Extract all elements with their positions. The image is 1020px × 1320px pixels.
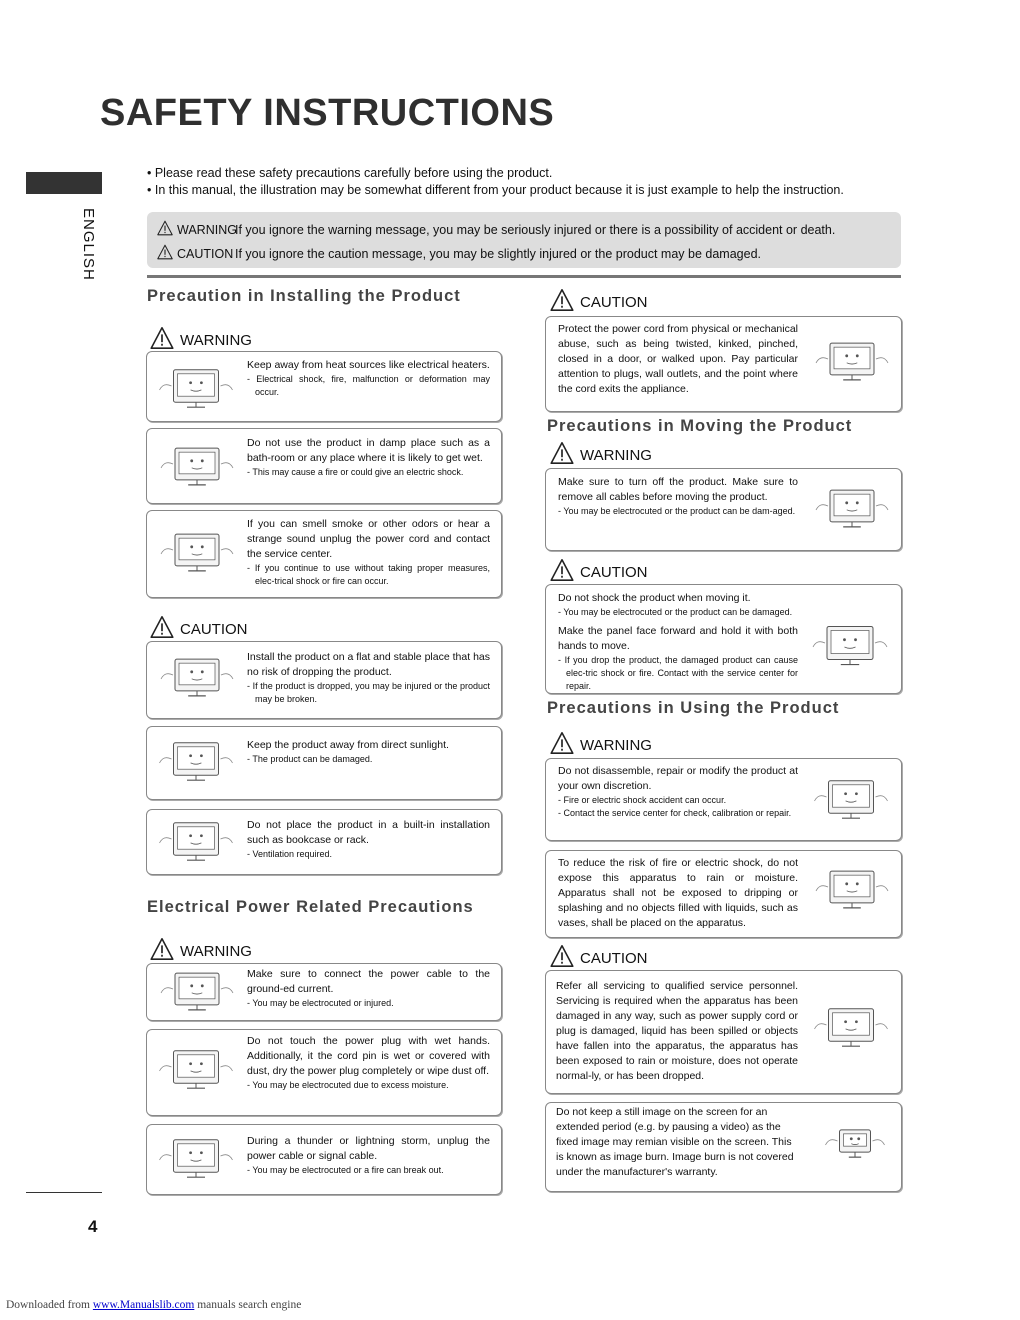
download-prefix: Downloaded from <box>6 1299 90 1311</box>
intro-line-1: • Please read these safety precautions carefully before using the product. <box>147 166 553 180</box>
notice-caution-text: If you ignore the caution message, you may be slightly injured or the product may be damaged. <box>235 246 761 261</box>
installing-warning-card-1: Keep away from heat sources like electrical heaters. - Electrical shock, fire, malfunction or deformation may occur. <box>146 351 502 422</box>
section-title-moving: Precautions in Moving the Product <box>547 417 853 435</box>
caution-triangle-icon <box>550 558 574 586</box>
notice-caution-label: CAUTION <box>177 246 234 261</box>
page-title: SAFETY INSTRUCTIONS <box>100 92 555 134</box>
warning-triangle-icon <box>550 731 574 759</box>
wet-hands-illustration <box>151 1038 241 1104</box>
language-tab-bar <box>26 172 102 194</box>
electrical-warning-card-1: Make sure to connect the power cable to the ground-ed current. - You may be electrocuted or injured. <box>146 963 502 1021</box>
section-title-electrical: Electrical Power Related Precautions <box>147 898 474 916</box>
repairman-illustration <box>806 767 896 835</box>
two-people-carry-illustration <box>804 609 896 685</box>
using-caution-card-2: Do not keep a still image on the screen for an extended period (e.g. by pausing a video) as the fixed image may remian visible on the screen. This is known as image burn. Image burn is not covered under the manufacturer's warranty. <box>545 1102 902 1192</box>
warning-triangle-icon <box>150 937 174 965</box>
installing-caution-card-3: Do not place the product in a built-in installation such as bookcase or rack. - Ventilation required. <box>146 809 502 875</box>
page-number: 4 <box>88 1217 98 1236</box>
moving-warning-card: Make sure to turn off the product. Make sure to remove all cables before moving the product. - You may be electrocuted or the product can be dam-aged. <box>545 468 902 551</box>
cables-illustration <box>808 473 896 547</box>
section-title-using: Precautions in Using the Product <box>547 699 840 717</box>
using-warning-card-2: To reduce the risk of fire or electric shock, do not expose this apparatus to rain or moisture. Apparatus shall not be exposed to dripping or splashing and no objects filled with liquids, such as vases, shall be placed on the apparatus. <box>545 850 902 938</box>
manualslib-link[interactable]: www.Manualslib.com <box>92 1299 195 1311</box>
heater-illustration <box>151 362 241 418</box>
warning-triangle-icon <box>550 441 574 469</box>
caution-triangle-icon <box>550 288 574 316</box>
installing-caution-card-2: Keep the product away from direct sunlight. - The product can be damaged. <box>146 726 502 800</box>
warning-triangle-icon <box>150 326 174 354</box>
sunlight-illustration <box>151 731 241 795</box>
installing-warning-card-3: If you can smell smoke or other odors or hear a strange sound unplug the power cord and contact the service center. - If you continue to use without taking proper measures, elec-trical shock or fire can occur. <box>146 510 502 598</box>
moving-warning-header: WARNING <box>550 441 652 469</box>
download-footer <box>6 1299 301 1311</box>
footer-rule <box>26 1192 102 1193</box>
smoke-illustration <box>153 523 241 585</box>
warning-triangle-icon <box>157 220 173 239</box>
caution-triangle-icon <box>150 615 174 643</box>
image-burn-illustration <box>824 1119 886 1171</box>
using-caution-card-1: Refer all servicing to qualified service personnel. Servicing is required when the apparatus has been damaged in any way, such as power supply cord or plug is damaged, liquid has been spilled or objects have fallen into the apparatus, the apparatus has been exposed to rain or moisture, does not operate normal-ly, or has been dropped. <box>545 970 902 1094</box>
electrical-warning-header: WARNING <box>150 937 252 965</box>
bookcase-illustration <box>151 814 241 872</box>
power-cord-caution-card: Protect the power cord from physical or mechanical abuse, such as being twisted, kinked, pinched, closed in a door, or walked upon. Pay particular attention to plugs, wall outlets, and the point where the cord exits the appliance. <box>545 316 902 412</box>
installing-warning-header: WARNING <box>150 326 252 354</box>
installing-caution-card-1: Install the product on a flat and stable place that has no risk of dropping the product. - If the product is dropped, you may be injured or the product may be broken. <box>146 641 502 719</box>
moving-caution-header: CAUTION <box>550 558 648 586</box>
caution-triangle-icon <box>550 944 574 972</box>
using-caution-header: CAUTION <box>550 944 648 972</box>
using-warning-header: WARNING <box>550 731 652 759</box>
electrical-warning-card-2: Do not touch the power plug with wet hands. Additionally, it the cord pin is wet or covered with dust, dry the power plug completely or wipe dust off. - You may be electrocuted due to excess moisture. <box>146 1029 502 1116</box>
bathroom-illustration <box>153 439 241 497</box>
notice-warning-text: If you ignore the warning message, you may be seriously injured or there is a possibility of accident or death. <box>235 222 836 237</box>
section-title-installing: Precaution in Installing the Product <box>147 287 461 305</box>
notice-warning-label: WARNING <box>177 222 237 237</box>
stand-illustration <box>153 648 241 710</box>
storm-illustration <box>151 1131 241 1189</box>
rain-window-illustration <box>808 857 896 925</box>
ground-plug-illustration <box>153 968 241 1018</box>
service-person-illustration <box>806 997 896 1061</box>
notice-box <box>147 212 901 268</box>
power-cord-illustration <box>808 321 896 405</box>
electrical-warning-card-3: During a thunder or lightning storm, unplug the power cable or signal cable. - You may be electrocuted or a fire can break out. <box>146 1124 502 1195</box>
installing-caution-header: CAUTION <box>150 615 248 643</box>
using-warning-card-1: Do not disassemble, repair or modify the product at your own discretion. - Fire or electric shock accident can occur. - Contact the service center for check, calibration or repair. <box>545 758 902 841</box>
power-caution-header: CAUTION <box>550 288 648 316</box>
intro-line-2: • In this manual, the illustration may be somewhat different from your product because it is just example to help the instruction. <box>147 183 844 197</box>
language-tab-label: ENGLISH <box>80 208 97 281</box>
caution-triangle-icon <box>157 244 173 263</box>
installing-warning-card-2: Do not use the product in damp place such as a bath-room or any place where it is likely to get wet. - This may cause a fire or could give an electric shock. <box>146 428 502 504</box>
header-rule <box>147 275 901 278</box>
download-suffix: manuals search engine <box>197 1299 302 1311</box>
moving-caution-card: Do not shock the product when moving it. - You may be electrocuted or the product can be damaged. Make the panel face forward and hold it with both hands to move. - If you drop the product, the damaged product can cause elec-tric shock or fire. Contact with the service center for repair. <box>545 584 902 694</box>
